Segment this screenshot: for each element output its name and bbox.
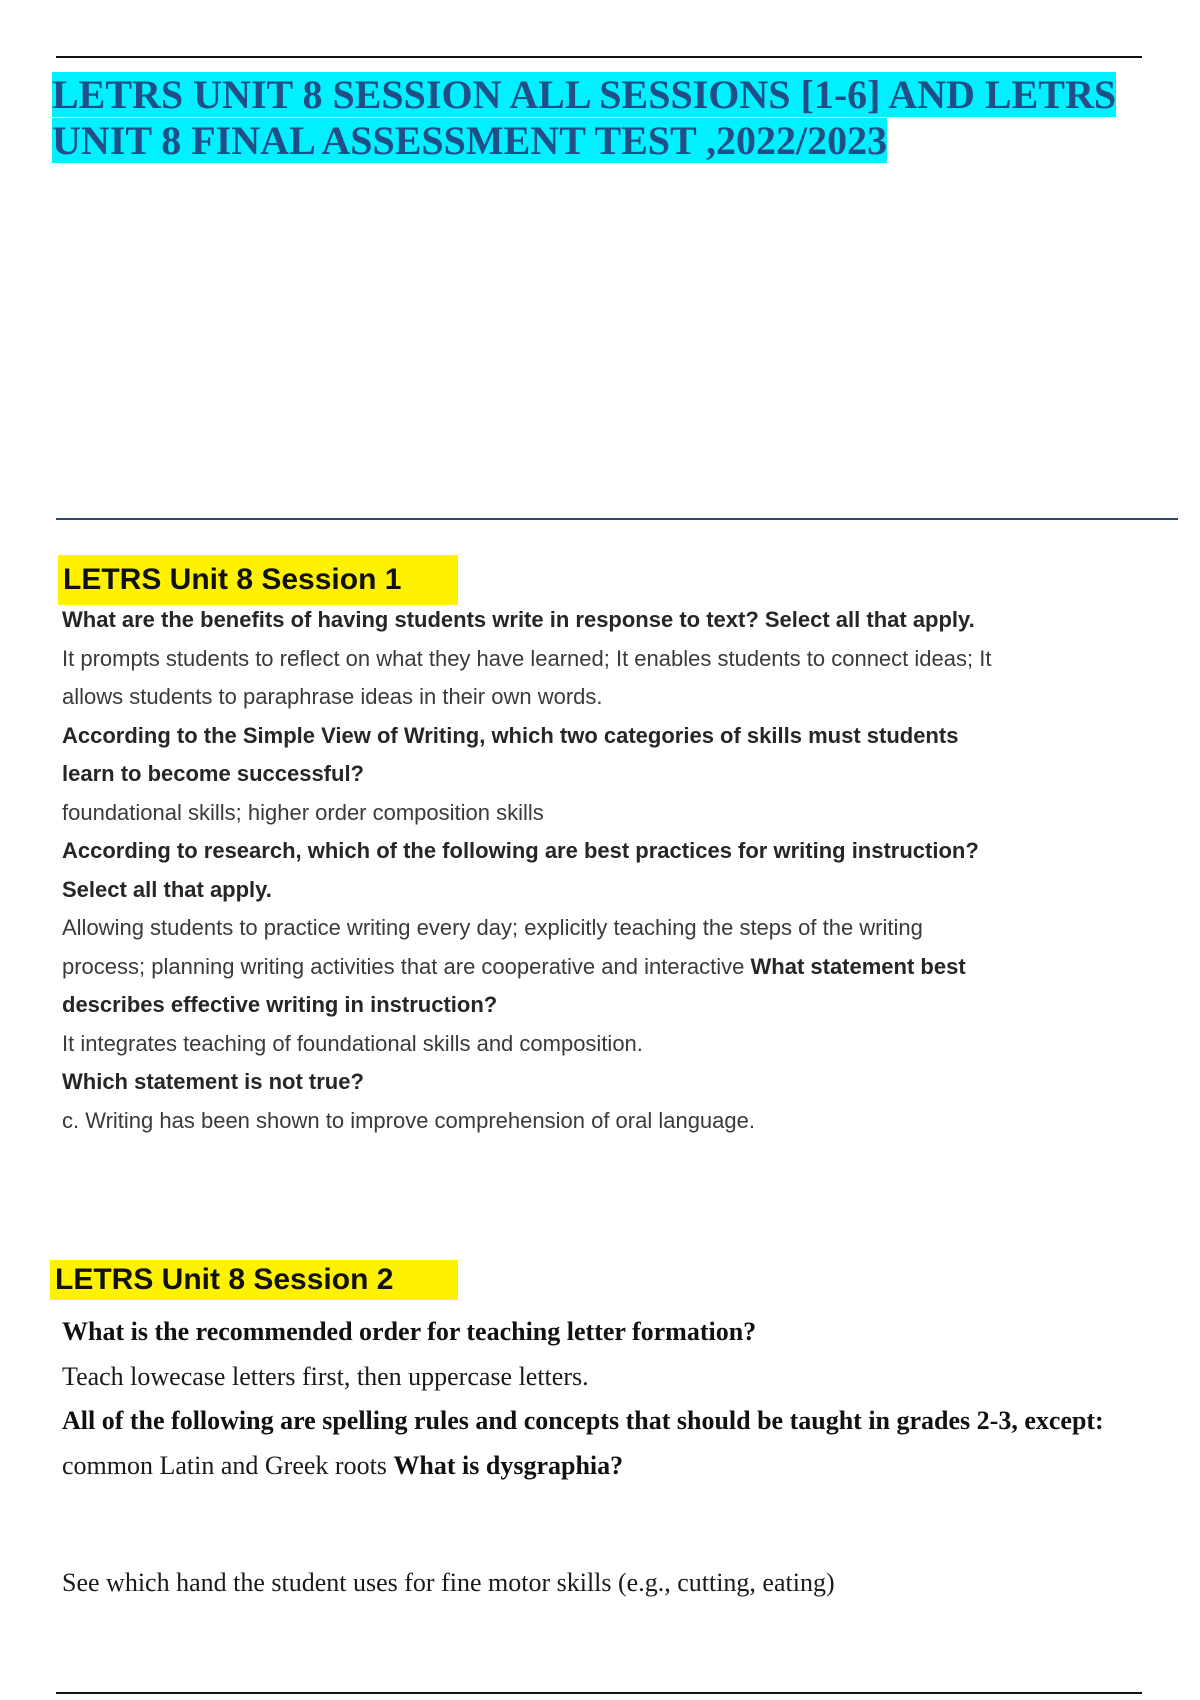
session-1-heading: LETRS Unit 8 Session 1 — [58, 555, 458, 605]
session-2-content — [62, 1310, 1122, 1488]
cut-off-answer-line — [62, 1568, 942, 1598]
answer: c. Writing has been shown to improve comprehension of oral language. — [62, 1107, 755, 1133]
question: What is the recommended order for teaching letter formation? — [62, 1317, 757, 1346]
document-title — [52, 72, 1162, 164]
section-divider — [56, 518, 1178, 520]
question: According to research, which of the following are best practices for writing instruction? Select all that apply. — [62, 838, 979, 902]
answer-with-inline-question — [62, 909, 1012, 1025]
answer: common Latin and Greek roots — [62, 1450, 387, 1480]
answer: It integrates teaching of foundational skills and composition. — [62, 1030, 643, 1056]
answer: Teach lowecase letters first, then uppercase letters. — [62, 1361, 589, 1391]
question: According to the Simple View of Writing, which two categories of skills must students learn to become successful? — [62, 722, 959, 786]
top-rule — [56, 56, 1142, 58]
answer: foundational skills; higher order composition skills — [62, 799, 544, 825]
question: What is dysgraphia? — [393, 1450, 624, 1480]
answer: Allowing students to practice writing every day; explicitly teaching the steps of the writing process; planning writing activities that are cooperative and interactive — [62, 915, 923, 979]
bottom-rule — [56, 1692, 1142, 1694]
answer: It prompts students to reflect on what they have learned; It enables students to connect ideas; It allows students to paraphrase ideas in their own words. — [62, 645, 992, 709]
question: All of the following are spelling rules and concepts that should be taught in grades 2-3, except: — [62, 1406, 1104, 1435]
answer-with-inline-question — [62, 1444, 1122, 1489]
session-1-content — [62, 601, 1012, 1140]
title-line-2: UNIT 8 FINAL ASSESSMENT TEST ,2022/2023 — [52, 118, 888, 163]
title-line-1: LETRS UNIT 8 SESSION ALL SESSIONS [1-6] AND LETRS — [52, 72, 1117, 117]
question: Which statement is not true? — [62, 1069, 364, 1094]
session-2-heading: LETRS Unit 8 Session 2 — [50, 1260, 458, 1300]
answer: See which hand the student uses for fine motor skills (e.g., cutting, eating) — [62, 1568, 835, 1597]
question: What statement best describes effective writing in instruction? — [62, 953, 966, 1017]
question: What are the benefits of having students write in response to text? Select all that apply. — [62, 607, 975, 632]
